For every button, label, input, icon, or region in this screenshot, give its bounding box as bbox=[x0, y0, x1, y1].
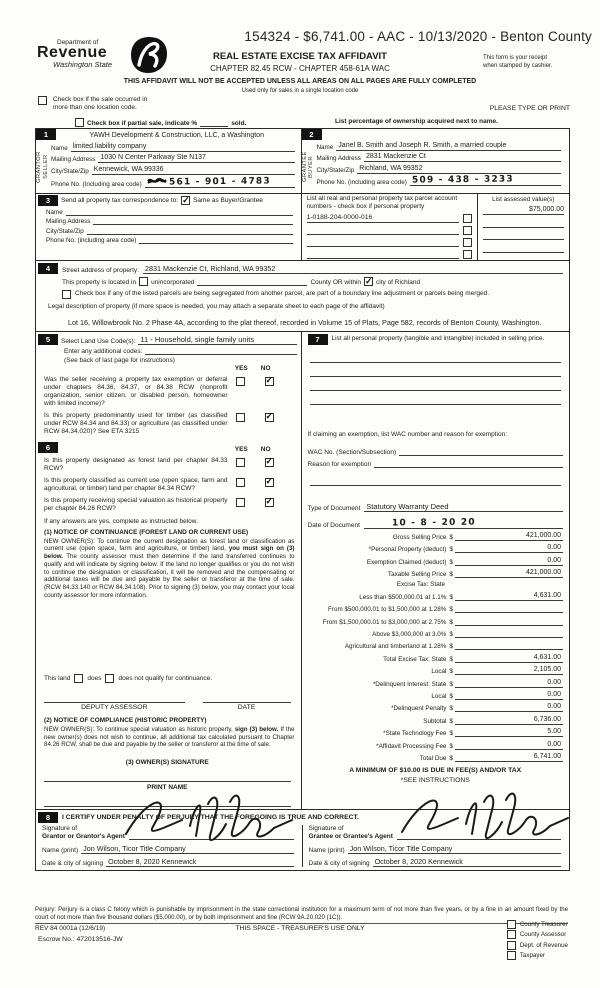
grantor-name-print-field[interactable]: Jon Wilson, Ticor Title Company bbox=[81, 844, 293, 854]
fee-value-tier1: 4,631.00 bbox=[533, 591, 561, 599]
signature-of-label: Signature of bbox=[308, 825, 344, 833]
dollar-sign: $ bbox=[449, 705, 453, 713]
additional-codes-field[interactable] bbox=[145, 354, 296, 355]
corr-name-label: Name bbox=[46, 208, 63, 216]
date-of-document-handwritten: 10 - 8 - 20 20 bbox=[391, 517, 476, 528]
partial-sale-checkbox[interactable] bbox=[75, 118, 84, 127]
receipt-note-line2: when stamped by cashier. bbox=[483, 62, 553, 69]
see-back-note: (See back of last page for instructions) bbox=[64, 356, 175, 364]
reason-exemption-label: Reason for exemption bbox=[307, 460, 372, 468]
notice-compliance-body bbox=[44, 726, 295, 749]
seller-citystate-field[interactable]: Kennewick, WA 99336 bbox=[92, 166, 295, 175]
deputy-assessor-signature-line[interactable] bbox=[44, 693, 185, 703]
notice1-post: The county assessor must then determine if the land transferred continues to qualify and will indicate by signing below. If the land no longer qualifies or you do not wish to continue the designation or classification, it will be removed and the compensating or additional taxes will be due and payable by the seller or transferor at the time of sale. (RCW 84.33.140 or RCW 84.34.108). Prior to signing (3) below, you may contact your local county assessor for more information. bbox=[44, 553, 295, 600]
seller-citystate-label: City/State/Zip bbox=[51, 167, 89, 175]
buyer-address-label: Mailing Address bbox=[316, 155, 361, 163]
personal-property-line-2[interactable] bbox=[310, 365, 562, 377]
dollar-sign: $ bbox=[449, 606, 453, 614]
dept-of-revenue-label: Dept. of Revenue bbox=[519, 941, 568, 949]
question-forest-land: Is this property designated as forest land per chapter 84.33 RCW? bbox=[44, 456, 228, 472]
land-use-code-label: Select Land Use Code(s): bbox=[61, 337, 136, 345]
fee-value-agricultural bbox=[561, 641, 563, 648]
dollar-sign: $ bbox=[449, 533, 453, 541]
yes-header: YES bbox=[234, 364, 248, 372]
seller-address-label: Mailing Address bbox=[51, 156, 96, 164]
question-timber-agriculture: Is this property predominantly used for timber (as classified under RCW 84.34 and 84.33) or agriculture (as classified under RCW 84.34.020)? See ETA 3215 bbox=[44, 411, 228, 435]
fee-field-tier4[interactable] bbox=[455, 629, 563, 638]
fee-field-subtotal[interactable] bbox=[455, 716, 563, 725]
fee-value-subtotal: 6,736.00 bbox=[533, 715, 561, 723]
personal-property-checkbox-2[interactable] bbox=[463, 226, 472, 235]
signature-of-label: Signature of bbox=[42, 825, 78, 833]
dollar-sign: $ bbox=[449, 558, 453, 566]
grantee-agent-label: Grantee or Grantee's Agent bbox=[308, 832, 393, 840]
fee-field-processing[interactable] bbox=[455, 741, 563, 750]
parcel-number-field-3[interactable] bbox=[307, 246, 459, 247]
buyer-address-field[interactable]: 2831 Mackenzie Ct bbox=[364, 153, 561, 162]
street-address-field[interactable]: 2831 Mackenzie Ct, Richland, WA 99352 bbox=[143, 264, 563, 274]
county-assessor-label: County Assessor bbox=[519, 931, 567, 938]
buyer-section bbox=[302, 129, 568, 193]
grantee-vertical-label: GRANTEE bbox=[301, 151, 308, 183]
grantee-date-city-field[interactable]: October 8, 2020 Kennewick bbox=[373, 857, 561, 867]
owner-signature-line[interactable] bbox=[44, 770, 291, 782]
multi-location-label bbox=[53, 96, 147, 112]
buyer-name-field[interactable]: Janel B. Smith and Joseph R. Smith, a married couple bbox=[336, 142, 561, 151]
notice1-bold: you must sign on (3) below. bbox=[44, 545, 295, 561]
seller-name-line1: YAWH Development & Construction, LLC, a Washington bbox=[89, 132, 264, 139]
corr-phone-label: Phone No. (including area code) bbox=[46, 237, 137, 245]
form-body bbox=[35, 128, 570, 871]
assessed-value-field-3[interactable] bbox=[483, 231, 565, 240]
additional-codes-label: Enter any additional codes: bbox=[64, 347, 143, 355]
notice2-post: If the new owner(s) does not wish to continue, all additional tax calculated pursuant to Chapter 84.26 RCW, shall be due and payable by the seller or transferor at the time of sale. bbox=[44, 725, 295, 749]
fee-value-total-state: 4,631.00 bbox=[533, 653, 561, 661]
owners-signature-title: (3) OWNER(S) SIGNATURE bbox=[125, 759, 209, 767]
taxpayer-label: Taxpayer bbox=[519, 952, 545, 959]
grantor-name-print-label: Name (print) bbox=[42, 846, 79, 854]
unincorporated-label: unincorporated bbox=[151, 279, 195, 286]
fee-label-agricultural: Agricultural and timberland at 1.28% bbox=[344, 643, 447, 651]
parcel-number-field-4[interactable] bbox=[307, 258, 459, 259]
multi-location-checkbox[interactable] bbox=[38, 96, 47, 105]
q1-yes-checkbox[interactable] bbox=[236, 377, 245, 386]
fee-value-penalty: 0.00 bbox=[547, 703, 561, 711]
dollar-sign: $ bbox=[449, 618, 453, 626]
notice2-pre: NEW OWNER(S): To continue special valuation as historic property, bbox=[44, 725, 235, 733]
personal-property-checkbox-1[interactable] bbox=[463, 214, 472, 223]
fee-field-delinq-local[interactable] bbox=[455, 691, 563, 700]
unincorporated-checkbox[interactable] bbox=[139, 277, 148, 286]
question-current-use: Is this property classified as current use (open space, farm and agricultural, or timber) land per chapter 84.34 RCW? bbox=[44, 476, 228, 492]
receipt-note-line1: This form is your receipt bbox=[483, 55, 548, 61]
personal-property-line-3[interactable] bbox=[310, 379, 562, 391]
currentuse-no-checkbox[interactable] bbox=[265, 478, 274, 487]
no-header-2: NO bbox=[260, 445, 271, 453]
grantee-signature-block bbox=[302, 825, 570, 867]
assessor-date-label: DATE bbox=[237, 703, 256, 711]
buyer-phone-label: Phone No. (including area code) bbox=[316, 179, 407, 187]
seller-phone-label: Phone No. (Including area code) bbox=[51, 181, 142, 189]
fee-field-personal[interactable] bbox=[455, 544, 563, 553]
fee-value-local: 2,105.00 bbox=[533, 666, 561, 674]
dollar-sign: $ bbox=[449, 593, 453, 601]
seller-grantor-side-label bbox=[36, 142, 49, 192]
routing-checkbox-list bbox=[507, 918, 568, 960]
buyer-name-label: Name bbox=[316, 143, 334, 151]
fee-field-delinq-state[interactable] bbox=[455, 679, 563, 688]
dollar-sign: $ bbox=[449, 631, 453, 639]
buyer-grantee-side-label bbox=[302, 142, 315, 192]
grantor-date-city-label: Date & city of signing bbox=[42, 860, 104, 868]
historic-no-checkbox[interactable] bbox=[265, 498, 274, 507]
street-address-label: Street address of property: bbox=[62, 267, 139, 274]
q2-yes-checkbox[interactable] bbox=[236, 413, 245, 422]
fee-value-personal: 0.00 bbox=[547, 544, 561, 552]
fee-value-delinq-state: 0.00 bbox=[547, 678, 561, 686]
deputy-assessor-label: DEPUTY ASSESSOR bbox=[81, 703, 148, 711]
scribble-mark-icon bbox=[147, 177, 167, 185]
logo-dept-of: Department of bbox=[57, 39, 99, 46]
buyer-phone-field[interactable] bbox=[410, 176, 561, 186]
personal-property-label: List all personal property (tangible and intangible) included in selling price. bbox=[331, 334, 545, 342]
fee-label-delinq-local: Local bbox=[431, 692, 447, 700]
does-not-qualify-checkbox[interactable] bbox=[105, 674, 114, 683]
assessed-values-header: List assessed value(s) bbox=[492, 196, 555, 203]
fee-label-total-state: Total Excise Tax: State bbox=[383, 655, 447, 663]
fee-label-delinq-state: *Delinquent Interest: State bbox=[372, 680, 447, 688]
dept-of-revenue-checkbox[interactable] bbox=[507, 941, 516, 950]
segregated-label: Check box if any of the listed parcels are being segregated from another parcel, are part of a boundary line adjustment or parcels being merged. bbox=[75, 290, 490, 297]
property-address-section bbox=[36, 261, 569, 332]
partial-sale-percent-field[interactable] bbox=[200, 126, 228, 127]
fee-label-total-due: Total Due bbox=[419, 754, 447, 762]
dollar-sign: $ bbox=[449, 546, 453, 554]
historic-yes-checkbox[interactable] bbox=[236, 498, 245, 507]
fee-field-tier1[interactable] bbox=[455, 592, 563, 601]
receipt-note bbox=[483, 55, 578, 70]
fee-field-tech-fee[interactable] bbox=[455, 728, 563, 737]
fee-label-tech-fee: *State Technology Fee bbox=[383, 730, 447, 738]
fee-value-tier4 bbox=[561, 629, 563, 636]
parcel-number-field-2[interactable] bbox=[307, 234, 459, 235]
county-assessor-checkbox[interactable] bbox=[507, 930, 516, 939]
fee-value-processing: 0.00 bbox=[547, 740, 561, 748]
partial-sale-sold-label: sold. bbox=[231, 120, 247, 127]
grantor-sig-label bbox=[42, 825, 125, 840]
personal-property-checkbox-4[interactable] bbox=[463, 250, 472, 259]
date-of-document-field[interactable] bbox=[364, 518, 563, 529]
buyer-citystate-field[interactable]: Richland, WA 99352 bbox=[357, 165, 561, 174]
seller-name-label: Name bbox=[51, 144, 68, 152]
print-name-line[interactable] bbox=[44, 795, 291, 807]
fee-label-tier2: From $500,000.01 to $1,500,000 at 1.28% bbox=[328, 606, 447, 614]
fee-label-processing: *Affidavit Processing Fee bbox=[376, 742, 447, 750]
grantee-sig-label bbox=[309, 825, 393, 840]
forest-yes-checkbox[interactable] bbox=[236, 458, 245, 467]
seller-phone-handwritten: 561 - 901 - 4783 bbox=[168, 176, 271, 188]
multi-location-label-line2: more than one location code. bbox=[53, 104, 137, 111]
grantee-signature-line[interactable] bbox=[397, 825, 561, 840]
grantor-vertical-label: GRANTOR bbox=[36, 151, 42, 183]
fee-label-local: Local bbox=[431, 668, 447, 676]
partial-sale-label: Check box if partial sale, indicate % bbox=[87, 120, 198, 127]
grantor-signature-line[interactable] bbox=[129, 825, 294, 840]
no-header: NO bbox=[260, 364, 271, 372]
land-use-column bbox=[36, 332, 302, 810]
same-as-buyer-label: Same as Buyer/Grantee bbox=[193, 197, 263, 204]
type-of-document-label: Type of Document bbox=[307, 504, 361, 512]
fee-field-exemption[interactable] bbox=[455, 557, 563, 566]
does-label: does bbox=[87, 674, 102, 682]
parcel-number-field-1[interactable]: 1-0188-204-0000-016 bbox=[307, 214, 459, 223]
form-title: REAL ESTATE EXCISE TAX AFFIDAVIT bbox=[212, 51, 387, 62]
fee-label-gross: Gross Selling Price bbox=[392, 533, 447, 541]
certification-section bbox=[36, 810, 569, 870]
grantee-name-print-field[interactable]: Jon Wilson, Ticor Title Company bbox=[348, 844, 561, 854]
fee-value-delinq-local: 0.00 bbox=[547, 690, 561, 698]
reason-exemption-field[interactable] bbox=[374, 459, 563, 468]
seller-name-field[interactable]: limited liability company bbox=[71, 143, 295, 152]
escrow-number: Escrow No.: 472013516-JW bbox=[38, 936, 123, 943]
treasurer-use-only-label: THIS SPACE - TREASURER'S USE ONLY bbox=[235, 925, 365, 932]
corr-name-field[interactable] bbox=[66, 215, 293, 216]
fee-field-agricultural[interactable] bbox=[455, 641, 563, 650]
legal-description-label: Legal description of property (if more space is needed, you may attach a separate sheet to each page of the affidavit) bbox=[48, 303, 385, 310]
fee-label-tier1: Less than $500,000.01 at 1.1% bbox=[359, 593, 447, 601]
notice-compliance-title: (2) NOTICE OF COMPLIANCE (HISTORIC PROPERTY) bbox=[44, 716, 207, 724]
county-name-field[interactable] bbox=[197, 285, 307, 286]
wac-number-label: WAC No. (Section/Subsection) bbox=[307, 448, 397, 456]
dollar-sign: $ bbox=[449, 655, 453, 663]
grantee-date-city-label: Date & city of signing bbox=[308, 860, 370, 868]
grantee-name-print-label: Name (print) bbox=[308, 846, 345, 854]
corr-address-field[interactable] bbox=[93, 224, 292, 225]
assessed-value-field-1[interactable]: $75,000.00 bbox=[483, 206, 565, 215]
q2-no-checkbox[interactable] bbox=[265, 413, 274, 422]
section5-number: 5 bbox=[38, 334, 58, 345]
fee-field-taxable[interactable] bbox=[455, 569, 563, 578]
question-exemption-deferral: Was the seller receiving a property tax exemption or deferral under chapters 84.36, 84.37, or 84.38 RCW (nonprofit organization, senior citizen, or disabled person, homeowner with limited income)? bbox=[44, 375, 228, 407]
this-land-label: This land bbox=[44, 674, 71, 682]
print-name-label: PRINT NAME bbox=[147, 784, 188, 792]
wac-number-field[interactable] bbox=[399, 447, 563, 456]
fee-label-exemption: Exemption Claimed (deduct) bbox=[366, 558, 447, 566]
buyer-vertical-label: BUYER bbox=[308, 156, 314, 178]
q1-no-checkbox[interactable] bbox=[265, 377, 274, 386]
grantor-date-city-field[interactable]: October 8, 2020 Kennewick bbox=[106, 857, 293, 867]
parcel-numbers-header: List all real and personal property tax parcel account numbers - check box if personal property bbox=[306, 195, 458, 210]
fee-value-tier3 bbox=[561, 617, 563, 624]
section3-number: 3 bbox=[38, 195, 58, 206]
segregated-checkbox[interactable] bbox=[62, 290, 71, 299]
fee-field-local[interactable] bbox=[455, 666, 563, 675]
personal-property-fees-column bbox=[302, 332, 570, 810]
fee-value-tier2 bbox=[561, 604, 563, 611]
dollar-sign: $ bbox=[449, 692, 453, 700]
county-treasurer-label: County Treasurer bbox=[519, 920, 568, 928]
certify-statement: I CERTIFY UNDER PENALTY OF PERJURY THAT THE FOREGOING IS TRUE AND CORRECT. bbox=[62, 814, 359, 822]
type-of-document-field[interactable]: Statutory Warranty Deed bbox=[364, 502, 563, 512]
notice2-bold: sign (3) below. bbox=[234, 725, 279, 733]
city-of-label: city of Richland bbox=[376, 279, 421, 286]
forest-no-checkbox[interactable] bbox=[265, 458, 274, 467]
section6-number: 6 bbox=[38, 442, 58, 453]
ownership-percentage-note: List percentage of ownership acquired next to name. bbox=[335, 118, 498, 125]
dollar-sign: $ bbox=[449, 668, 453, 676]
section1-number: 1 bbox=[36, 129, 56, 140]
fee-field-gross[interactable] bbox=[455, 532, 563, 541]
assessed-value-field-4[interactable] bbox=[483, 244, 565, 253]
date-of-document-label: Date of Document bbox=[307, 521, 360, 529]
form-chapter: CHAPTER 82.45 RCW - CHAPTER 458-61A WAC bbox=[210, 64, 390, 73]
section2-number: 2 bbox=[302, 129, 322, 140]
fee-field-penalty[interactable] bbox=[455, 703, 563, 712]
fee-label-subtotal: Subtotal bbox=[423, 717, 447, 725]
does-qualify-checkbox[interactable] bbox=[74, 674, 83, 683]
fee-label-taxable: Taxable Selling Price bbox=[387, 571, 447, 579]
fee-label-tier3: From $1,500,000.01 to $3,000,000 at 2.75% bbox=[322, 618, 447, 626]
grantor-agent-label: Grantor or Grantor's Agent bbox=[42, 832, 125, 840]
corr-citystate-label: City/State/Zip bbox=[46, 227, 84, 235]
does-not-label: does not qualify for continuance. bbox=[118, 674, 213, 682]
seller-phone-field[interactable] bbox=[145, 177, 295, 188]
tax-correspondence-section bbox=[36, 194, 302, 260]
personal-property-checkbox-3[interactable] bbox=[463, 238, 472, 247]
corr-address-label: Mailing Address bbox=[46, 218, 91, 226]
notice-continuance-body bbox=[44, 538, 295, 600]
county-or-within-label: County OR within bbox=[310, 279, 362, 286]
if-yes-note: If any answers are yes, complete as instructed below. bbox=[44, 517, 198, 525]
assessed-values-section bbox=[478, 194, 570, 260]
yes-header-2: YES bbox=[234, 445, 248, 453]
send-correspondence-label: Send all property tax correspondence to: bbox=[61, 197, 179, 204]
dollar-sign: $ bbox=[449, 643, 453, 651]
county-stamp-text: 154324 - $6,741.00 - AAC - 10/13/2020 - Benton County bbox=[244, 29, 592, 44]
fee-value-taxable: 421,000.00 bbox=[525, 569, 561, 577]
completion-warning: THIS AFFIDAVIT WILL NOT BE ACCEPTED UNLESS ALL AREAS ON ALL PAGES ARE FULLY COMPLETED bbox=[123, 78, 477, 85]
fee-value-exemption: 0.00 bbox=[547, 556, 561, 564]
buyer-phone-handwritten: 509 - 438 - 3233 bbox=[411, 174, 514, 186]
exemption-note: If claiming an exemption, list WAC number and reason for exemption: bbox=[307, 430, 508, 438]
notice-continuance-title: (1) NOTICE OF CONTINUANCE (FOREST LAND OR CURRENT USE) bbox=[44, 528, 249, 536]
corr-citystate-field[interactable] bbox=[87, 234, 293, 235]
fee-value-gross: 421,000.00 bbox=[525, 531, 561, 539]
grantor-signature-block bbox=[36, 825, 302, 867]
fee-field-total-state[interactable] bbox=[455, 654, 563, 663]
dollar-sign: $ bbox=[449, 717, 453, 725]
dollar-sign: $ bbox=[449, 742, 453, 750]
notice1-pre: NEW OWNER(S): To continue the current designation as forest land or classification as current use (open space, farm and agriculture, or timber) land, bbox=[44, 537, 295, 553]
seller-address-field[interactable]: 1030 N Center Parkway Ste N137 bbox=[98, 154, 294, 163]
reason-exemption-line2[interactable] bbox=[310, 474, 562, 486]
taxpayer-checkbox[interactable] bbox=[507, 951, 516, 960]
assessed-value-field-2[interactable] bbox=[483, 219, 565, 228]
logo-state: Washington State bbox=[53, 60, 113, 69]
perjury-statement: Perjury: Perjury is a class C felony which is punishable by imprisonment in the state correctional institution for a maximum term of not more than five years, or by a fine in an amount fixed by the court of not more than five thousand dollars ($5,000.00), or by both imprisonment and fine (RCW 9A.20.020 (1C)). bbox=[35, 906, 568, 924]
logo-revenue: Revenue bbox=[37, 44, 108, 61]
seller-section bbox=[36, 129, 302, 193]
personal-property-line-4[interactable] bbox=[310, 393, 562, 405]
multi-location-label-line1: Check box if the sale occurred in bbox=[53, 96, 148, 103]
dollar-sign: $ bbox=[449, 680, 453, 688]
see-instructions-note: *SEE INSTRUCTIONS bbox=[400, 776, 470, 784]
seller-vertical-label: SELLER bbox=[42, 154, 49, 180]
located-in-label: This property is located in bbox=[62, 279, 137, 286]
excise-tax-state-header: Excise Tax: State bbox=[396, 581, 445, 589]
fee-field-tier2[interactable] bbox=[455, 604, 563, 613]
dollar-sign: $ bbox=[449, 571, 453, 579]
fee-field-tier3[interactable] bbox=[455, 617, 563, 626]
parcel-numbers-section bbox=[302, 194, 478, 260]
assessor-date-line[interactable] bbox=[203, 693, 291, 703]
fee-value-tech-fee: 5.00 bbox=[547, 728, 561, 736]
section4-number: 4 bbox=[38, 263, 58, 274]
currentuse-yes-checkbox[interactable] bbox=[236, 478, 245, 487]
please-type-note: PLEASE TYPE OR PRINT bbox=[489, 105, 570, 112]
legal-description-text: Lot 16, Willowbrook No. 2 Phase 4A, according to the plat thereof, recorded in Volume 15 of Plats, Page 582, records of Benton County, Washington. bbox=[68, 318, 542, 327]
single-location-note: Used only for sales in a single location code bbox=[241, 87, 359, 94]
county-treasurer-checkbox[interactable] bbox=[507, 920, 516, 929]
corr-phone-field[interactable] bbox=[139, 243, 292, 244]
land-use-code-field[interactable]: 11 - Household, single family units bbox=[138, 335, 296, 345]
city-of-checkbox[interactable] bbox=[364, 277, 373, 286]
question-historic-property: Is this property receiving special valuation as historical property per chapter 84.26 RCW? bbox=[44, 496, 228, 512]
fee-value-total-due: 6,741.00 bbox=[533, 752, 561, 760]
fee-label-personal: *Personal Property (deduct) bbox=[368, 546, 447, 554]
form-revision-number: REV 84 0001a (12/6/19) bbox=[35, 925, 106, 932]
fee-label-penalty: *Delinquent Penalty bbox=[391, 705, 447, 713]
dollar-sign: $ bbox=[449, 730, 453, 738]
section8-number: 8 bbox=[38, 812, 58, 823]
section7-number: 7 bbox=[308, 334, 328, 345]
dollar-sign: $ bbox=[449, 754, 453, 762]
fee-field-total-due[interactable] bbox=[455, 753, 563, 762]
same-as-buyer-checkbox[interactable] bbox=[181, 196, 190, 205]
personal-property-line-1[interactable] bbox=[310, 351, 562, 363]
buyer-citystate-label: City/State/Zip bbox=[316, 166, 355, 174]
minimum-due-note: A MINIMUM OF $10.00 IS DUE IN FEE(S) AND/OR TAX bbox=[349, 766, 522, 774]
fee-label-tier4: Above $3,000,000 at 3.0% bbox=[372, 631, 447, 639]
